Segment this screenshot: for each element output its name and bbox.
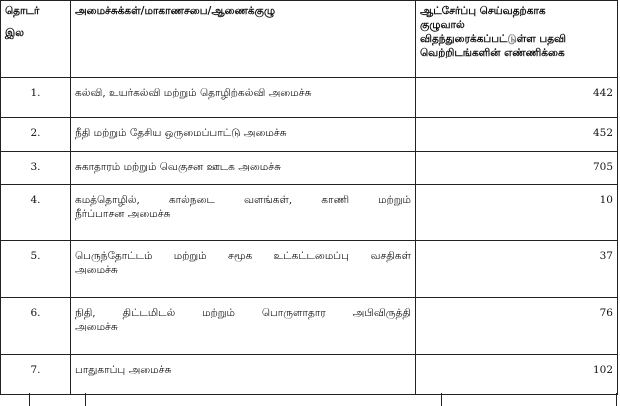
- header-ministry: [71, 1, 416, 78]
- vacancy-count: 76: [416, 298, 618, 355]
- row-number: 1.: [1, 78, 71, 118]
- header-serial-line: இல: [5, 27, 24, 39]
- header-vacancies: [416, 1, 618, 78]
- ministry-name-line: நீதி மற்றும் தேசிய ஒருமைப்பாட்டு அமைச்சு: [75, 127, 287, 139]
- ministry-name-line: அமைச்சு: [75, 264, 118, 276]
- header-vacancies-line: குழுவால்: [420, 19, 465, 31]
- ministry-name-line: அமைச்சு: [75, 321, 118, 333]
- ministry-name-line: பெருந்தோட்டம் மற்றும் சமூக உட்கட்டமைப்பு வசதிகள்: [75, 250, 411, 262]
- ministry-name: [71, 118, 416, 152]
- table-continuation-line: [616, 393, 617, 406]
- row-number: 2.: [1, 118, 71, 152]
- vacancy-count: 705: [416, 152, 618, 185]
- table-continuation-line: [29, 393, 30, 406]
- row-number: 5.: [1, 241, 71, 298]
- vacancy-count: 10: [416, 185, 618, 241]
- row-number: 3.: [1, 152, 71, 185]
- ministry-name-line: நீர்ப்பாசன அமைச்சு: [75, 208, 171, 220]
- table-continuation-line: [85, 393, 86, 406]
- ministry-name: [71, 78, 416, 118]
- table-row: [1, 78, 618, 118]
- row-number: 7.: [1, 355, 71, 395]
- ministry-name: [71, 298, 416, 355]
- vacancy-count: 452: [416, 118, 618, 152]
- table-row: [1, 298, 618, 355]
- ministry-name-line: நிதி, திட்டமிடல் மற்றும் பொருளாதார அபிவிருத்தி: [75, 307, 411, 319]
- vacancy-count: 102: [416, 355, 618, 395]
- row-number: 6.: [1, 298, 71, 355]
- header-vacancies-line: ஆட்சேர்ப்பு செய்வதற்காக: [420, 5, 546, 17]
- header-vacancies-line: விதந்துரைக்கப்பட்டுள்ள பதவி: [420, 33, 566, 45]
- ministry-name: [71, 185, 416, 241]
- table-continuation-line: [441, 393, 442, 406]
- header-vacancies-line: வெற்றிடங்களின் எண்ணிக்கை: [420, 47, 565, 59]
- vacancy-count: 37: [416, 241, 618, 298]
- ministry-name: [71, 241, 416, 298]
- ministry-name-line: பாதுகாப்பு அமைச்சு: [75, 364, 172, 376]
- header-serial: [1, 1, 71, 78]
- header-serial-line: தொடர்: [5, 5, 40, 17]
- header-ministry-label: அமைச்சுக்கள்/மாகாணசபை/ஆணைக்குழு: [75, 5, 276, 17]
- vacancy-count: 442: [416, 78, 618, 118]
- ministry-name-line: கல்வி, உயர்கல்வி மற்றும் தொழிற்கல்வி அமைச்சு: [75, 87, 312, 99]
- table-row: [1, 118, 618, 152]
- row-number: 4.: [1, 185, 71, 241]
- ministry-name-line: சுகாதாரம் மற்றும் வெகுசன ஊடக அமைச்சு: [75, 161, 281, 173]
- table-row: [1, 185, 618, 241]
- table-row: [1, 355, 618, 395]
- ministry-name: [71, 355, 416, 395]
- ministry-name-line: கமத்தொழில், கால்நடை வளங்கள், காணி மற்றும்: [75, 194, 411, 206]
- ministry-name: [71, 152, 416, 185]
- table-row: [1, 241, 618, 298]
- table-row: [1, 152, 618, 185]
- table-header-row: [1, 1, 618, 78]
